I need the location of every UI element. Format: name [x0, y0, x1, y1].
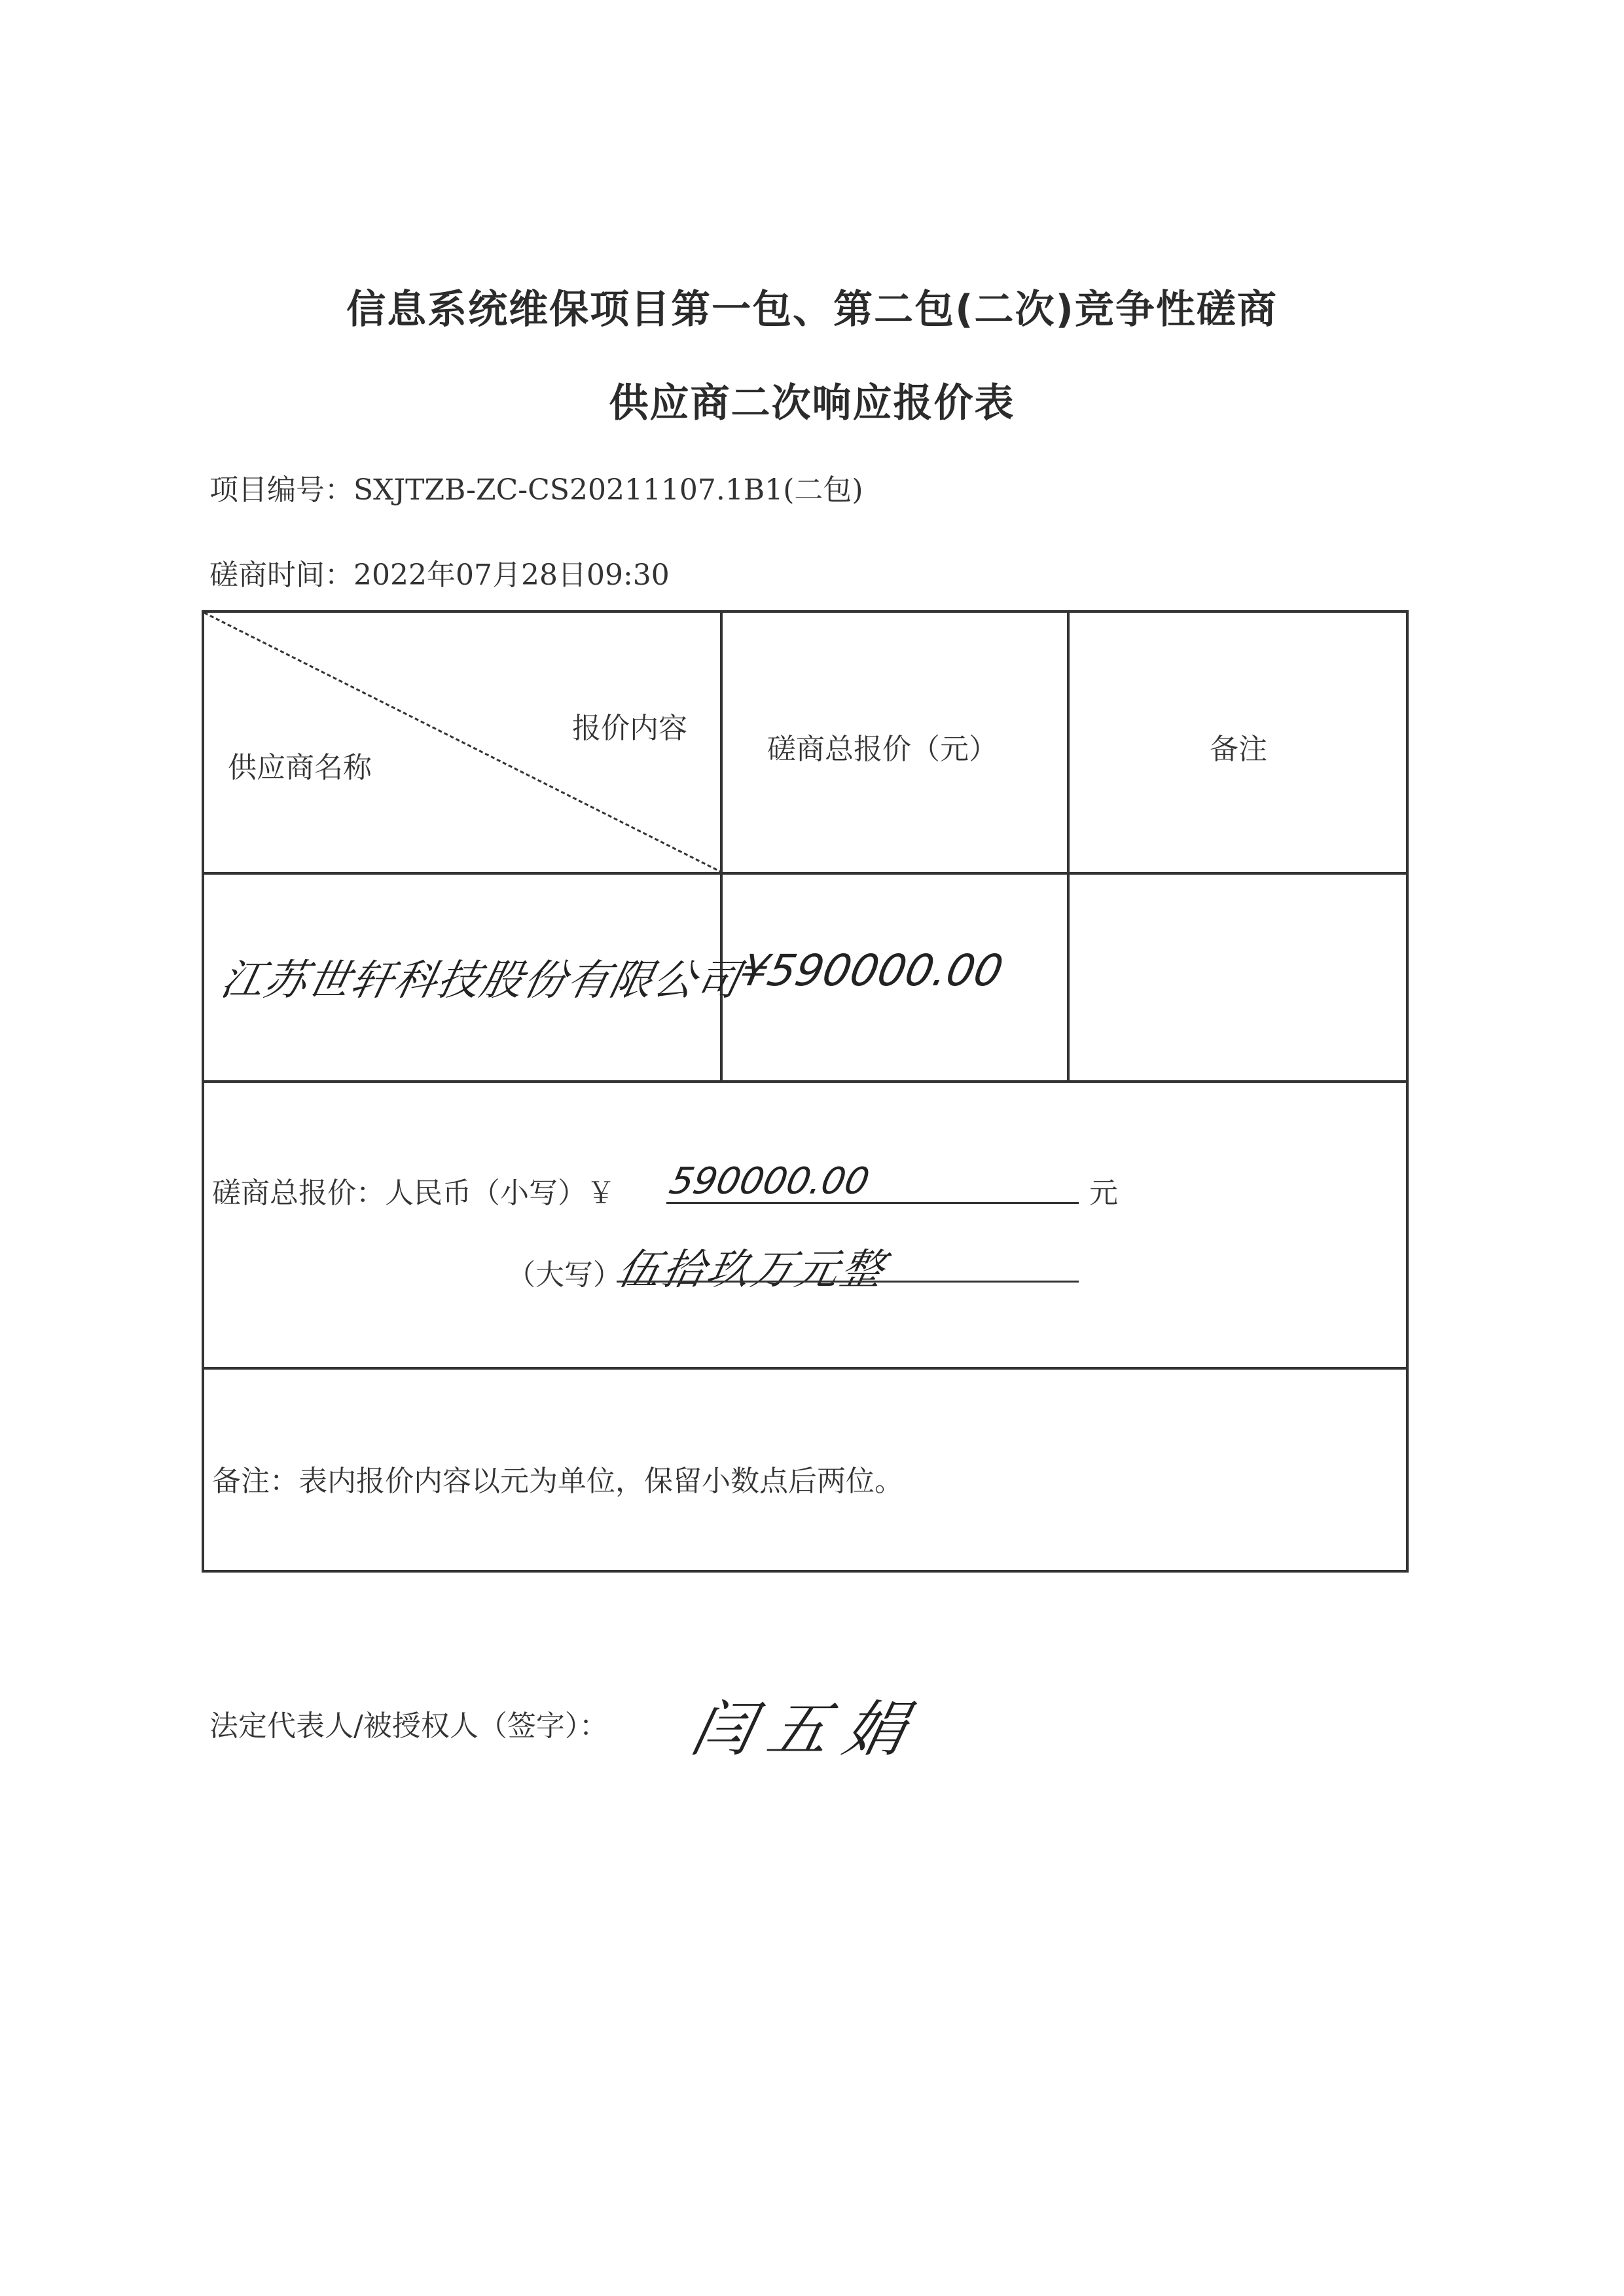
total-big-underline: [617, 1281, 1079, 1283]
header-quote-content: 报价内容: [572, 712, 687, 745]
consult-time: 磋商时间：2022年07月28日09:30: [209, 558, 670, 592]
total-small-underline: [666, 1202, 1079, 1204]
total-unit: 元: [1089, 1176, 1118, 1210]
header-supplier-name: 供应商名称: [228, 751, 372, 784]
project-number: 项目编号：SXJTZB-ZC-CS20211107.1B1(二包): [209, 473, 863, 507]
quote-table: [202, 610, 1409, 1573]
table-line: [1067, 613, 1070, 1080]
header-total-price: 磋商总报价（元）: [767, 733, 998, 766]
table-line: [204, 1080, 1406, 1083]
table-note: 备注：表内报价内容以元为单位，保留小数点后两位。: [212, 1465, 903, 1498]
total-small-handwritten: 590000.00: [666, 1160, 873, 1203]
doc-title-line2: 供应商二次响应报价表: [609, 380, 1015, 426]
total-big-label: （大写）: [507, 1258, 622, 1292]
supplier-name-handwritten: 江苏世轩科技股份有限公司: [216, 957, 746, 1005]
total-big-handwritten: 伍拾玖万元整: [613, 1246, 891, 1294]
signature-handwritten: 闫五娟: [685, 1694, 928, 1764]
doc-title-line1: 信息系统维保项目第一包、第二包(二次)竞争性磋商: [346, 287, 1278, 333]
header-remark: 备注: [1210, 733, 1267, 766]
signature-label: 法定代表人/被授权人（签字）：: [209, 1709, 608, 1743]
table-line: [204, 1367, 1406, 1370]
price-handwritten: ¥590000.00: [735, 945, 1008, 996]
total-price-label: 磋商总报价：人民币（小写）￥: [212, 1176, 615, 1210]
